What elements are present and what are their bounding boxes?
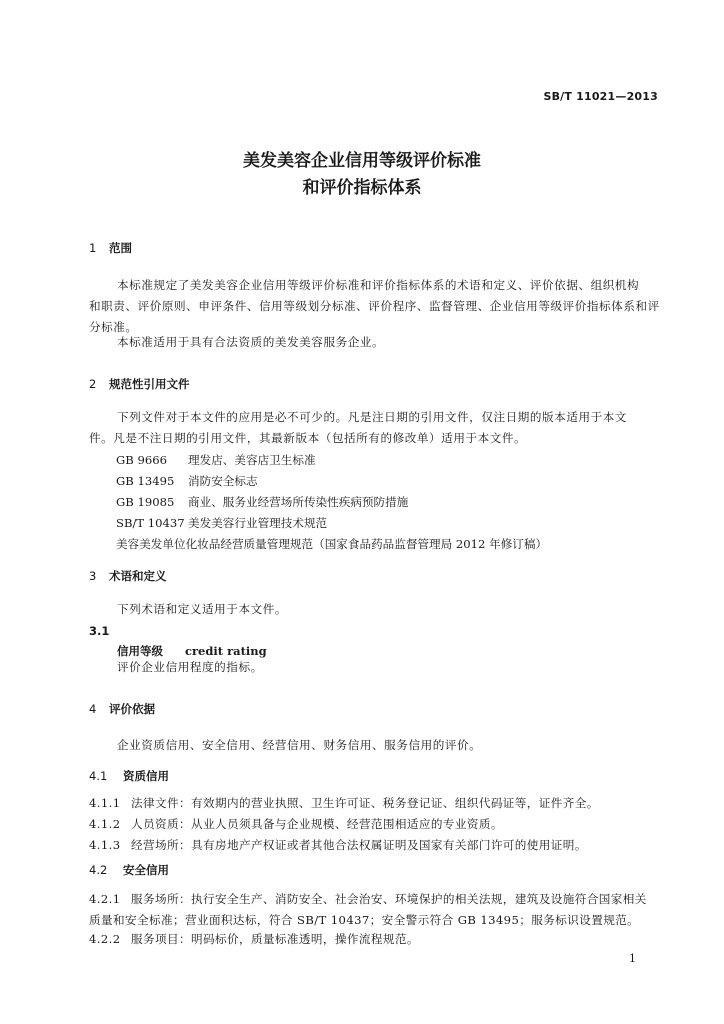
reference-item: GB 13495 消防安全标志 [116, 474, 258, 488]
clause-3-1-number: 3.1 [89, 624, 110, 638]
reference-item: GB 9666 理发店、美容店卫生标准 [116, 453, 316, 467]
section-3-heading: 3 术语和定义 [89, 569, 167, 583]
reference-item: 美容美发单位化妆品经营质量管理规范（国家食品药品监督管理局 2012 年修订稿） [116, 537, 548, 551]
term-definition: 评价企业信用程度的指标。 [117, 660, 263, 674]
subsection-4-1-heading: 4.1 资质信用 [89, 769, 170, 783]
section-4-intro: 企业资质信用、安全信用、经营信用、财务信用、服务信用的评价。 [117, 738, 482, 752]
clause-4-1-2: 4.1.2 人员资质：从业人员须具备与企业规模、经营范围相适应的专业资质。 [89, 817, 503, 831]
clause-4-2-1: 4.2.1 服务场所：执行安全生产、消防安全、社会治安、环境保护的相关法规，建筑及设施符合国家相关 质量和安全标准；营业面积达标，符合 SB/T 10437；安全警示符合 GB 13495；服务标识设置规范。 [89, 892, 647, 927]
title-line-2: 和评价指标体系 [302, 178, 422, 198]
page-number: 1 [629, 952, 636, 965]
reference-item: GB 19085 商业、服务业经营场所传染性疾病预防措施 [116, 495, 409, 509]
section-1-paragraph-2: 本标准适用于具有合法资质的美发美容服务企业。 [117, 335, 385, 349]
section-4-heading: 4 评价依据 [89, 702, 156, 716]
section-2-intro: 下列文件对于本文件的应用是必不可少的。凡是注日期的引用文件，仅注日期的版本适用于本文 件。凡是不注日期的引用文件，其最新版本（包括所有的修改单）适用于本文件。 [89, 410, 628, 445]
section-1-heading: 1 范围 [89, 241, 133, 255]
document-code: SB/T 11021—2013 [543, 90, 658, 103]
clause-4-1-3: 4.1.3 经营场所：具有房地产产权证或者其他合法权属证明及国家有关部门许可的使用证明。 [89, 838, 587, 852]
section-3-intro: 下列术语和定义适用于本文件。 [117, 602, 288, 616]
section-1-paragraph-1: 本标准规定了美发美容企业信用等级评价标准和评价指标体系的术语和定义、评价依据、组织机构 和职责、评价原则、申评条件、信用等级划分标准、评价程序、监督管理、企业信用等级评价指标体系和评 分标准。 [89, 278, 660, 334]
subsection-4-2-heading: 4.2 安全信用 [89, 863, 170, 877]
clause-4-1-1: 4.1.1 法律文件：有效期内的营业执照、卫生许可证、税务登记证、组织代码证等，证件齐全。 [89, 796, 599, 810]
clause-4-2-2: 4.2.2 服务项目：明码标价，质量标准透明，操作流程规范。 [89, 932, 419, 946]
term-english: credit rating [185, 644, 267, 658]
term-chinese: 信用等级 [117, 644, 163, 658]
title-line-1: 美发美容企业信用等级评价标准 [243, 151, 481, 171]
section-2-heading: 2 规范性引用文件 [89, 377, 190, 391]
document-title [0, 148, 724, 202]
reference-item: SB/T 10437 美发美容行业管理技术规范 [116, 516, 328, 530]
